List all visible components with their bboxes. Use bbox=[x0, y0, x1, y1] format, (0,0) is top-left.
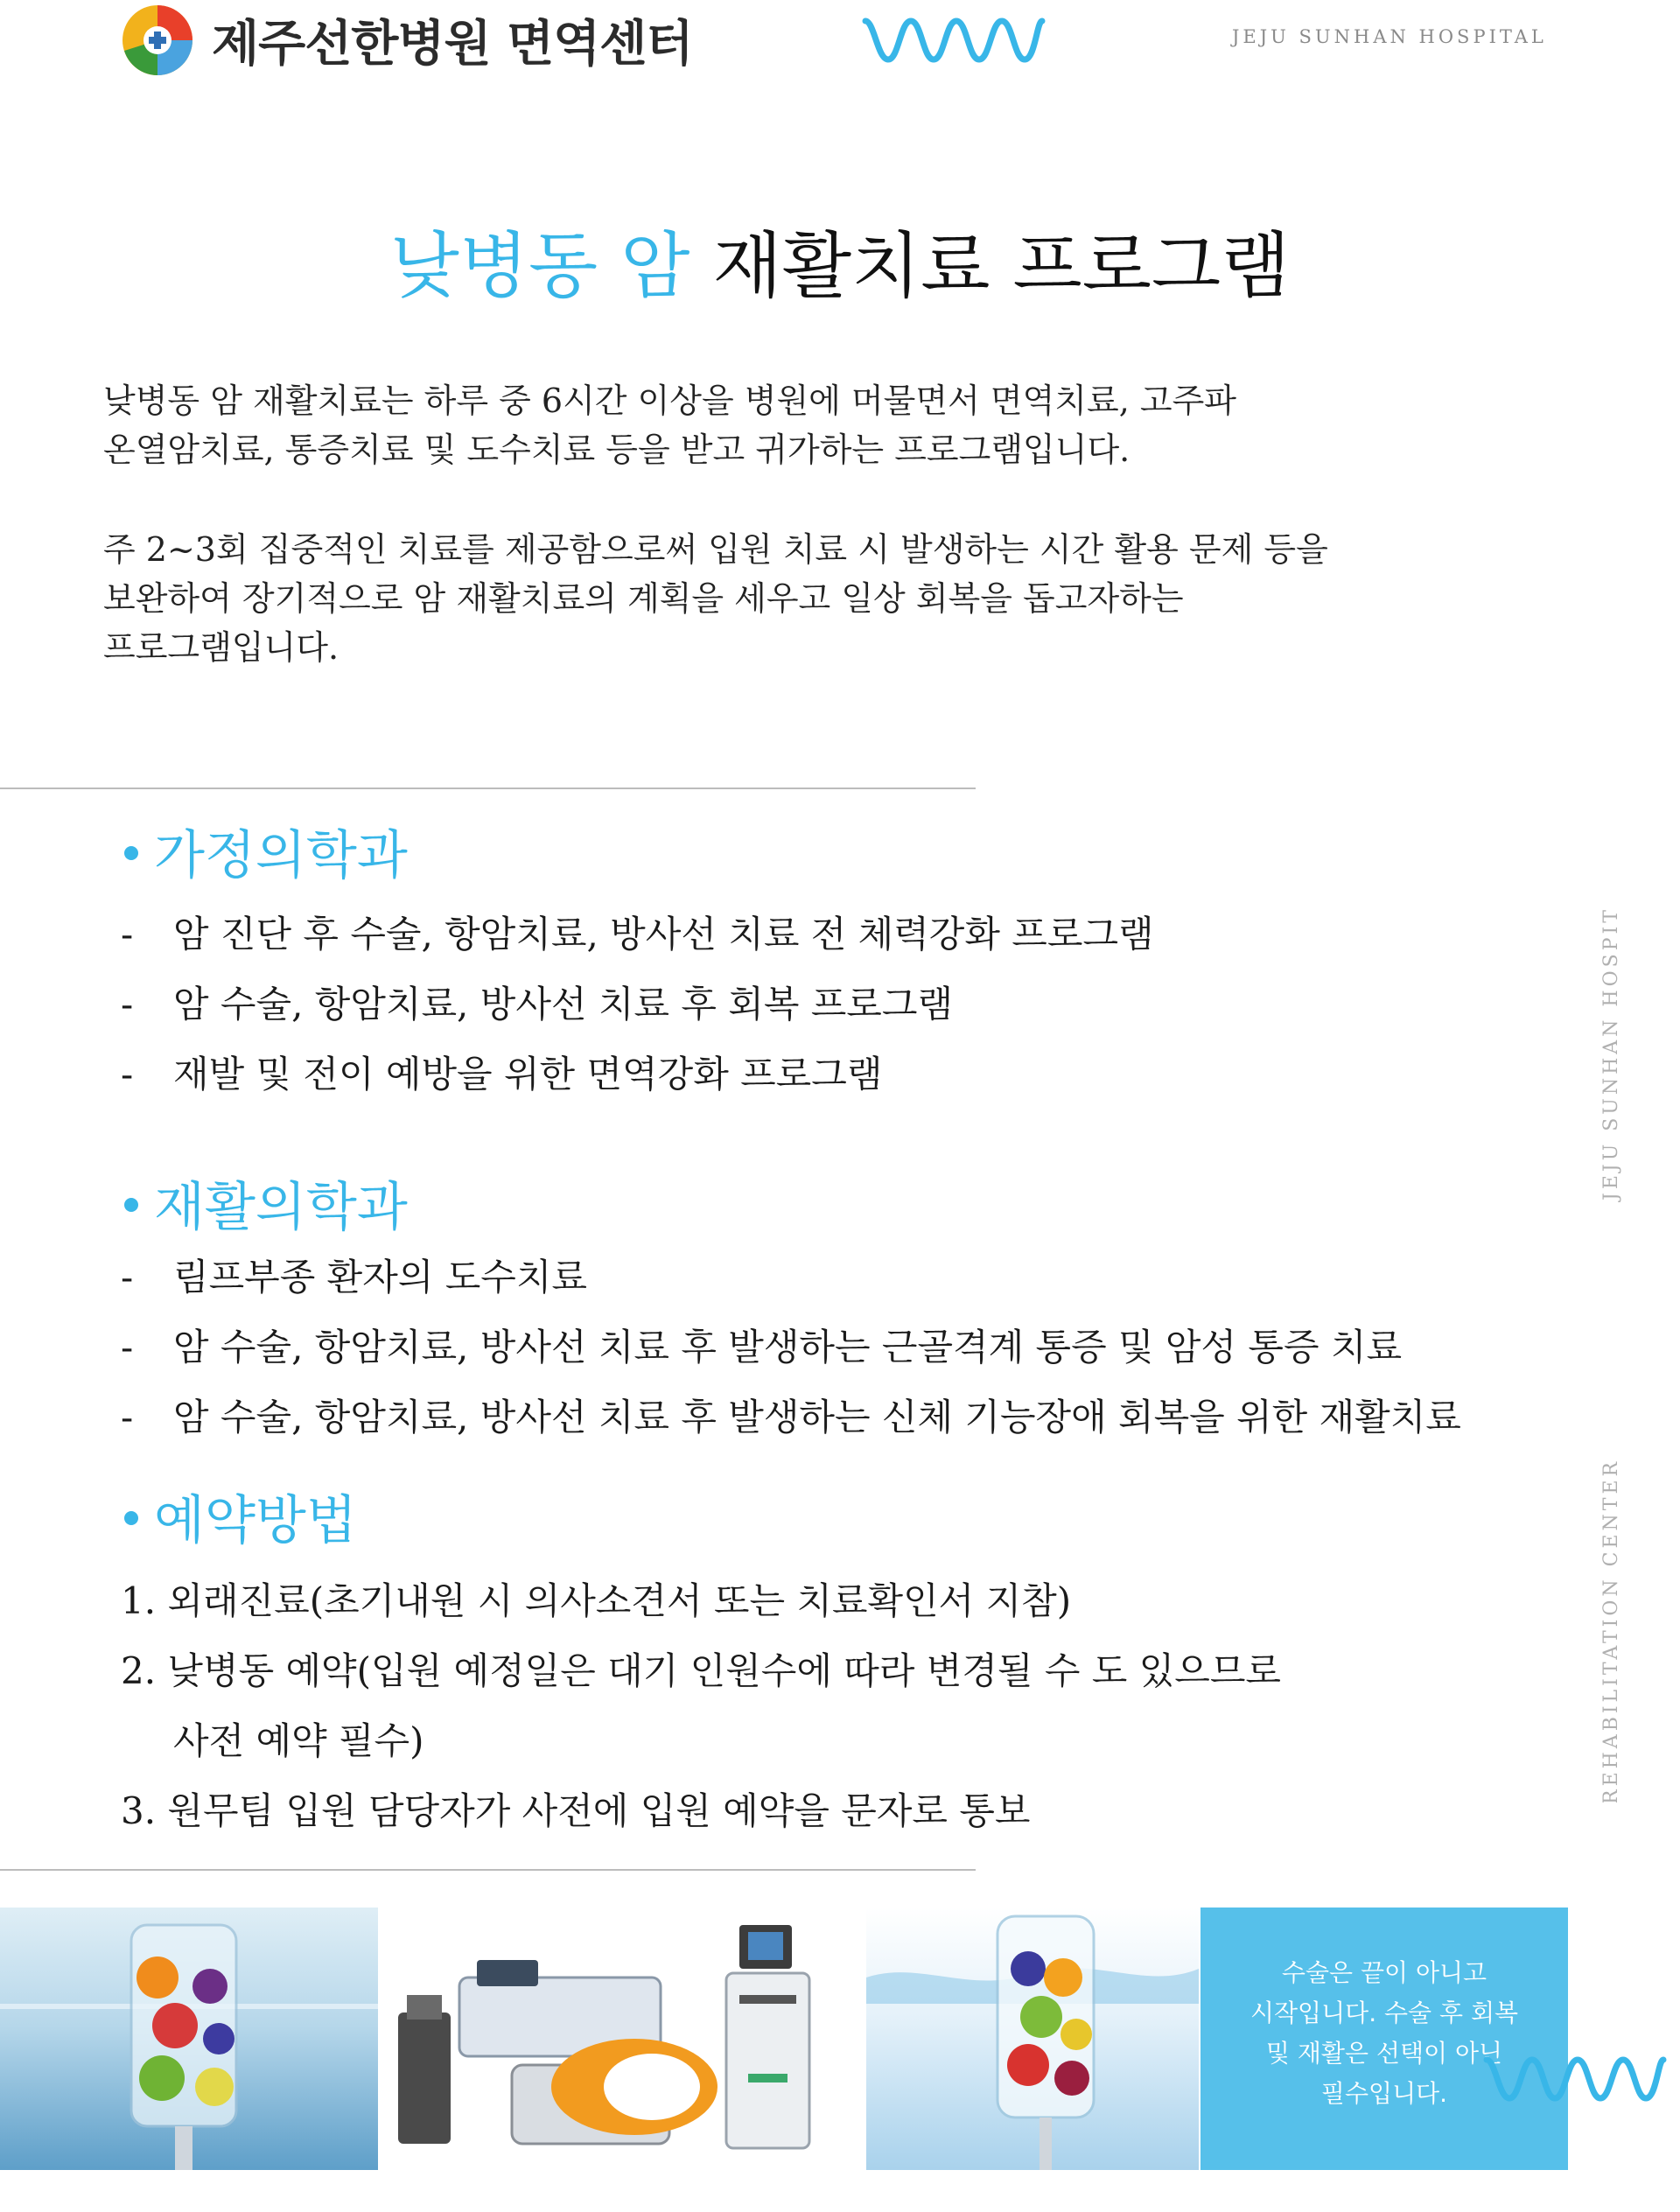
bullet-icon bbox=[124, 1511, 138, 1525]
list-item bbox=[121, 1040, 1154, 1110]
list-item-text: 암 수술, 항암치료, 방사선 치료 후 회복 프로그램 bbox=[173, 983, 954, 1026]
list-item bbox=[121, 1312, 1461, 1382]
quote-line: 수술은 끝이 아니고 bbox=[1281, 1958, 1488, 1987]
intro-line: 온열암치료, 통증치료 및 도수치료 등을 받고 귀가하는 프로그램입니다. bbox=[103, 430, 1130, 469]
hospital-logo bbox=[121, 2, 692, 79]
program-list bbox=[121, 1242, 1461, 1452]
list-item-text: 암 수술, 항암치료, 방사선 치료 후 발생하는 근골격계 통증 및 암성 통증 치료 bbox=[173, 1326, 1403, 1368]
bullet-icon bbox=[124, 846, 138, 860]
dash-marker: - bbox=[121, 913, 134, 956]
step-item: 3. 원무팀 입원 담당자가 사전에 입원 예약을 문자로 통보 bbox=[121, 1789, 1031, 1832]
list-item bbox=[121, 900, 1154, 970]
section-heading-rehabilitation bbox=[124, 1166, 408, 1241]
list-item-text: 암 진단 후 수술, 항암치료, 방사선 치료 전 체력강화 프로그램 bbox=[173, 913, 1154, 956]
reservation-steps bbox=[121, 1566, 1281, 1846]
section-heading-text: 재활의학과 bbox=[154, 1177, 408, 1238]
iv-bag-fruit-photo bbox=[0, 1908, 378, 2170]
intro-line: 보완하여 장기적으로 암 재활치료의 계획을 세우고 일상 회복을 돕고자하는 bbox=[103, 579, 1184, 618]
list-item-text: 재발 및 전이 예방을 위한 면역강화 프로그램 bbox=[173, 1053, 883, 1096]
page-title bbox=[0, 219, 1680, 315]
step-item: 2. 낮병동 예약(입원 예정일은 대기 인원수에 따라 변경될 수 도 있으므로 bbox=[121, 1649, 1281, 1692]
list-item-text: 암 수술, 항암치료, 방사선 치료 후 발생하는 신체 기능장애 회복을 위한 재활치료 bbox=[173, 1396, 1461, 1438]
intro-paragraph bbox=[103, 525, 1573, 672]
step-item-continuation: 사전 예약 필수) bbox=[173, 1719, 424, 1762]
page-title-rest: 재활치료 프로그램 bbox=[712, 225, 1291, 308]
divider bbox=[0, 1869, 976, 1871]
bullet-icon bbox=[124, 1198, 138, 1212]
vertical-side-text bbox=[1592, 910, 1628, 1802]
section-heading-text: 가정의학과 bbox=[154, 825, 408, 886]
quote-line: 및 재활은 선택이 아닌 bbox=[1265, 2039, 1503, 2068]
wave-decoration-icon bbox=[1483, 2048, 1667, 2109]
quote-line: 시작입니다. 수술 후 회복 bbox=[1250, 1998, 1519, 2027]
logo-text: 제주선한병원 면역센터 bbox=[212, 16, 693, 73]
vertical-text-top: JEJU SUNHAN HOSPITAL bbox=[1600, 910, 1622, 1200]
dash-marker: - bbox=[121, 1326, 134, 1368]
section-heading-reservation bbox=[124, 1479, 357, 1554]
vertical-text-bottom: REHABILITATION CENTER bbox=[1600, 1458, 1622, 1802]
list-item bbox=[121, 970, 1154, 1040]
dash-marker: - bbox=[121, 1256, 134, 1298]
step-item: 1. 외래진료(초기내원 시 의사소견서 또는 치료확인서 지참) bbox=[121, 1579, 1072, 1622]
intro-paragraph bbox=[103, 376, 1573, 474]
list-item-text: 림프부종 환자의 도수치료 bbox=[173, 1256, 587, 1298]
quote-box bbox=[1200, 1908, 1568, 2170]
intro-line: 낮병동 암 재활치료는 하루 중 6시간 이상을 병원에 머물면서 면역치료, 고주파 bbox=[103, 382, 1236, 420]
dash-marker: - bbox=[121, 1053, 134, 1096]
fruit-iv-splash-photo bbox=[866, 1908, 1199, 2170]
dash-marker: - bbox=[121, 983, 134, 1026]
section-heading-family-medicine bbox=[124, 814, 408, 889]
quote-line: 필수입니다. bbox=[1320, 2079, 1448, 2108]
section-heading-text: 예약방법 bbox=[154, 1490, 357, 1551]
intro-line: 주 2~3회 집중적인 치료를 제공함으로써 입원 치료 시 발생하는 시간 활용 문제 등을 bbox=[103, 530, 1328, 569]
dash-marker: - bbox=[121, 1396, 134, 1438]
list-item bbox=[121, 1382, 1461, 1452]
intro-line: 프로그램입니다. bbox=[103, 628, 340, 667]
page-title-accent: 낮병동 암 bbox=[389, 225, 690, 308]
divider bbox=[0, 788, 976, 789]
list-item bbox=[121, 1242, 1461, 1312]
program-list bbox=[121, 900, 1154, 1110]
hospital-logo-icon bbox=[121, 4, 194, 77]
medical-equipment-photo bbox=[389, 1908, 844, 2170]
wave-decoration-icon bbox=[862, 9, 1046, 70]
hospital-name-tag: JEJU SUNHAN HOSPITAL bbox=[1232, 26, 1547, 47]
